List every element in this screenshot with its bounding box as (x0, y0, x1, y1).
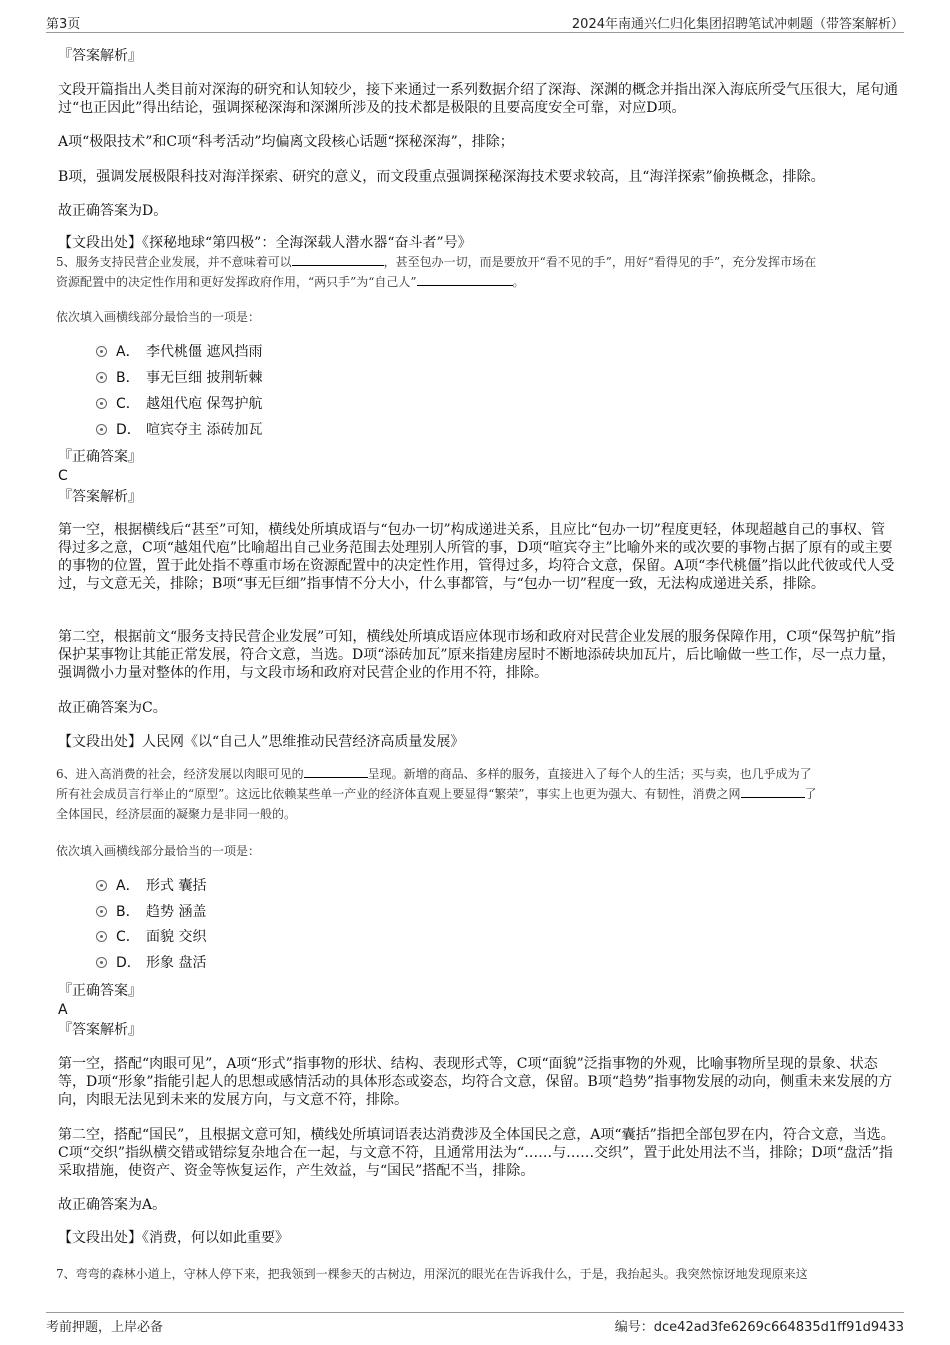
radio-icon[interactable] (96, 906, 107, 917)
q4-analysis-label: 『答案解析』 (58, 48, 142, 64)
q5-prompt: 依次填入画横线部分最恰当的一项是： (56, 310, 261, 324)
q6-option-d[interactable]: D． 形象 盘活 (96, 954, 206, 972)
radio-icon[interactable] (96, 931, 107, 942)
footer-slogan: 考前押题，上岸必备 (46, 1320, 164, 1335)
q6-option-c[interactable]: C． 面貌 交织 (96, 928, 206, 946)
radio-icon[interactable] (96, 880, 107, 891)
radio-icon[interactable] (96, 398, 107, 409)
q4-analysis-para-3: B项，强调发展极限科技对海洋探索、研究的意义，而文段重点强调探秘深海技术要求较高，且“海洋探索”偷换概念，排除。 (58, 169, 825, 185)
q4-analysis-para-1: 文段开篇指出人类目前对深海的研究和认知较少，接下来通过一系列数据介绍了深海、深渊的概念并指出深入海底所受气压很大，尾句通过“也正因此”得出结论，强调探秘深海和深渊所涉及的技术都是极限的且要高度安全可靠，对应D项。 (58, 82, 898, 116)
q5-stem: 5、服务支持民营企业发展，并不意味着可以 ，甚至包办一切，而是要放开“看不见的手”，用好“看得见的手”，充分发挥市场在 资源配置中的决定性作用和更好发挥政府作用，“两只手”为“自己人” 。 (56, 255, 817, 289)
radio-icon[interactable] (96, 957, 107, 968)
radio-icon[interactable] (96, 372, 107, 383)
page-number: 第3页 (46, 17, 81, 32)
q6-answer: A (58, 1002, 68, 1018)
q5-source: 【文段出处】人民网《以“自己人”思维推动民营经济高质量发展》 (58, 734, 465, 750)
page-footer (46, 1312, 904, 1335)
q6-conclusion: 故正确答案为A。 (58, 1197, 167, 1213)
q5-option-a[interactable]: A． 李代桃僵 遮风挡雨 (96, 343, 262, 361)
q6-analysis-para-1: 第一空，搭配“肉眼可见”，A项“形式”指事物的形状、结构、表现形式等，C项“面貌”泛指事物的外观，比喻事物所呈现的景象、状态等，D项“形象”指能引起人的思想或感情活动的具体形态或姿态，均符合文意，保留。B项“趋势”指事物发展的动向，侧重未来发展的方向，肉眼无法见到未来的发展方向，与文意不符，排除。 (58, 1056, 893, 1108)
document-title: 2024年南通兴仁归化集团招聘笔试冲刺题（带答案解析） (571, 17, 904, 32)
q7-stem: 7、弯弯的森林小道上，守林人停下来，把我领到一棵参天的古树边，用深沉的眼光在告诉我什么，于是，我抬起头。我突然惊讶地发现原来这 (56, 1267, 808, 1281)
radio-icon[interactable] (96, 424, 107, 435)
q5-analysis-para-2: 第二空，根据前文“服务支持民营企业发展”可知，横线处所填成语应体现市场和政府对民营企业发展的服务保障作用，C项“保驾护航”指保护某事物让其能正常发展，符合文意，当选。D项“添砖加瓦”原来指建房屋时不断地添砖块加瓦片，后比喻做一些工作，尽一点力量，强调微小力量对整体的作用，与文段市场和政府对民营企业的作用不符，排除。 (58, 629, 896, 681)
q4-source: 【文段出处】《探秘地球“第四极”：全海深载人潜水器“奋斗者”号》 (58, 235, 472, 251)
q5-option-b[interactable]: B． 事无巨细 披荆斩棘 (96, 369, 262, 387)
q5-analysis-para-1: 第一空，根据横线后“甚至”可知，横线处所填成语与“包办一切”构成递进关系，且应比“包办一切”程度更轻，体现超越自己的事权、管得过多之意，C项“越俎代庖”比喻超出自己业务范围去处理别人所管的事，D项“喧宾夺主”比喻外来的或次要的事物占据了原有的或主要的事物的位置，置于此处指不尊重市场在资源配置中的决定性作用，管得过多，均符合文意，保留。A项“李代桃僵”指以此代彼或代人受过，与文意无关，排除；B项“事无巨细”指事情不分大小，什么事都管，与“包办一切”程度一致，无法构成递进关系，排除。 (58, 522, 895, 592)
document-id: 编号：dce42ad3fe6269c664835d1ff91d9433 (614, 1320, 904, 1335)
q6-blank-2 (741, 785, 805, 798)
radio-icon[interactable] (96, 346, 107, 357)
q6-analysis-label: 『答案解析』 (58, 1022, 142, 1038)
q5-answer-label: 『正确答案』 (58, 449, 142, 465)
q6-source: 【文段出处】《消费，何以如此重要》 (58, 1230, 289, 1246)
q6-answer-label: 『正确答案』 (58, 983, 142, 999)
q5-answer: C (58, 468, 68, 484)
q5-analysis-label: 『答案解析』 (58, 489, 142, 505)
q5-option-d[interactable]: D． 喧宾夺主 添砖加瓦 (96, 421, 262, 439)
q6-stem: 6、进入高消费的社会，经济发展以肉眼可见的 呈现。新增的商品、多样的服务，直接进入了每个人的生活；买与卖，也几乎成为了 所有社会成员言行举止的“原型”。这远比依赖某些单一产业的经济体直观上要显得“繁荣”，事实上也更为强大、有韧性，消费之网 了 全体国民，经济层面的凝聚力是非同一般的。 (56, 767, 817, 821)
q4-conclusion: 故正确答案为D。 (58, 203, 168, 219)
q6-option-b[interactable]: B． 趋势 涵盖 (96, 903, 206, 921)
q5-conclusion: 故正确答案为C。 (58, 700, 167, 716)
q5-blank-1 (292, 253, 384, 266)
q5-option-c[interactable]: C． 越俎代庖 保驾护航 (96, 395, 262, 413)
q6-option-a[interactable]: A． 形式 囊括 (96, 877, 206, 895)
page-header (46, 10, 904, 33)
q6-prompt: 依次填入画横线部分最恰当的一项是： (56, 844, 261, 858)
q6-analysis-para-2: 第二空，搭配“国民”，且根据文意可知，横线处所填词语表达消费涉及全体国民之意，A项“囊括”指把全部包罗在内，符合文意，当选。C项“交织”指纵横交错或错综复杂地合在一起，与文意不符，且通常用法为“……与……交织”，置于此处用法不当，排除；D项“盘活”指采取措施，使资产、资金等恢复运作，产生效益，与“国民”搭配不当，排除。 (58, 1127, 895, 1179)
q4-analysis-para-2: A项“极限技术”和C项“科考活动”均偏离文段核心话题“探秘深海”，排除； (58, 134, 514, 150)
q6-blank-1 (304, 765, 368, 778)
q5-blank-2 (417, 273, 513, 286)
